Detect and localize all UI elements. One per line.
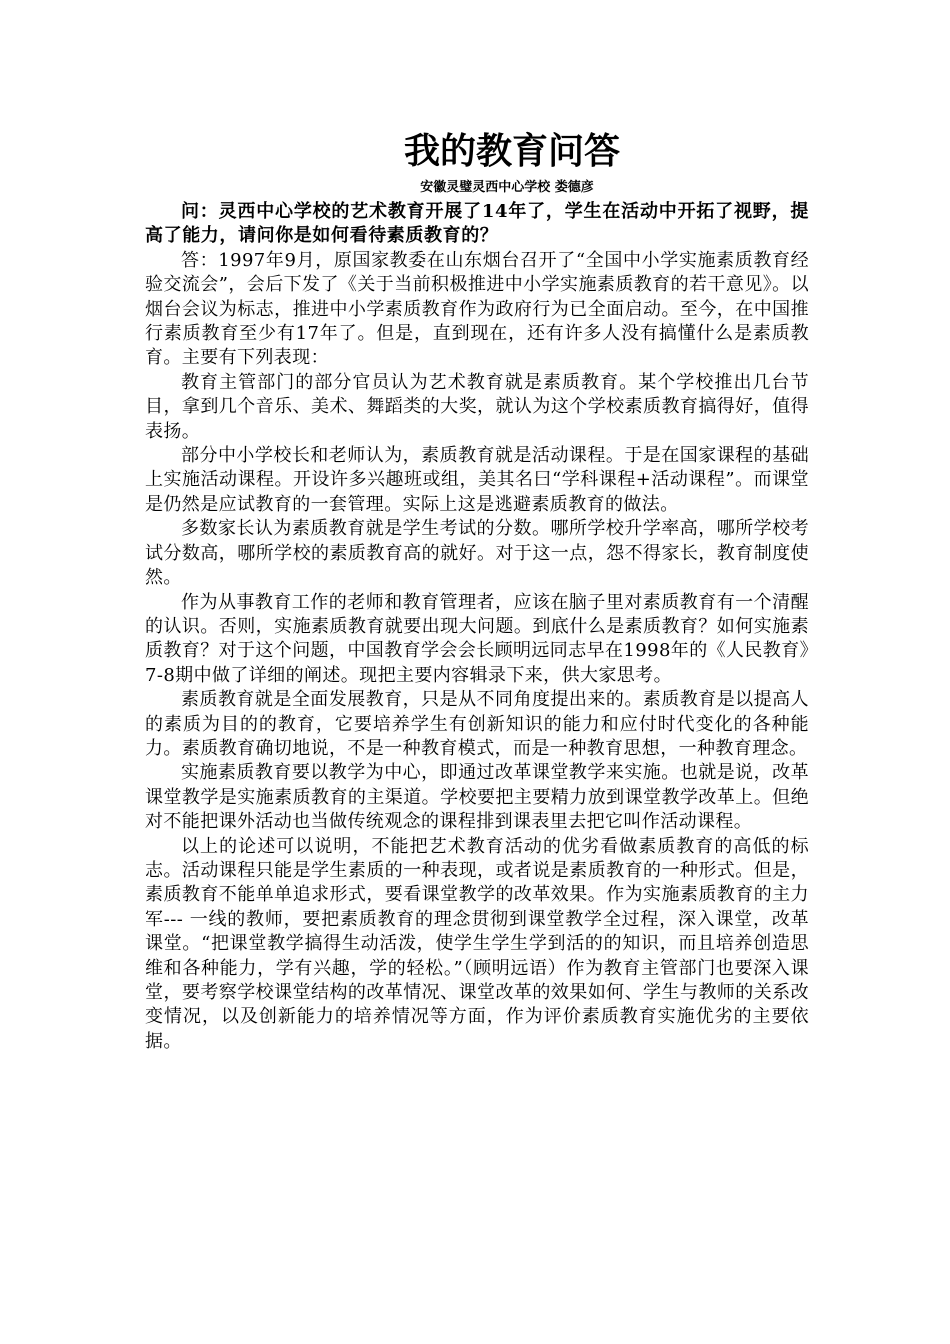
document-title: 我的教育问答: [403, 131, 620, 172]
body-paragraph: 以上的论述可以说明，不能把艺术教育活动的优劣看做素质教育的高低的标志。活动课程只能是学生素质的一种表现，或者说是素质教育的一种形式。但是，素质教育不能单单追求形式，要看课堂教学的改革效果。作为实施素质教育的主力军--- 一线的教师，要把素质教育的理念贯彻到课堂教学全过程，深入课堂，改革课堂。“把课堂教学搞得生动活泼，使学生学生学到活的的知识，而且培养创造思维和各种能力，学有兴趣，学的轻松。”（顾明远语）作为教育主管部门也要深入课堂，要考察学校课堂结构的改革情况、课堂改革的效果如何、学生与教师的关系改变情况，以及创新能力的培养情况等方面，作为评价素质教育实施优劣的主要依据。: [145, 835, 809, 1052]
question-paragraph: 问：灵西中心学校的艺术教育开展了14年了，学生在活动中开拓了视野，提高了能力，请问你是如何看待素质教育的？: [145, 201, 809, 247]
body-paragraph: 部分中小学校长和老师认为，素质教育就是活动课程。于是在国家课程的基础上实施活动课程。开设许多兴趣班或组，美其名曰“学科课程+活动课程”。而课堂是仍然是应试教育的一套管理。实际上这是逃避素质教育的做法。: [145, 445, 809, 515]
body-paragraph: 实施素质教育要以教学为中心，即通过改革课堂教学来实施。也就是说，改革课堂教学是实施素质教育的主渠道。学校要把主要精力放到课堂教学改革上。但绝对不能把课外活动也当做传统观念的课程排到课表里去把它叫作活动课程。: [145, 762, 809, 833]
body-paragraph: 多数家长认为素质教育就是学生考试的分数。哪所学校升学率高，哪所学校考试分数高，哪所学校的素质教育高的就好。对于这一点，怨不得家长，教育制度使然。: [145, 518, 809, 589]
answer-paragraph: 答：1997年9月，原国家教委在山东烟台召开了“全国中小学实施素质教育经验交流会”，会后下发了《关于当前积极推进中小学实施素质教育的若干意见》。以烟台会议为标志，推进中小学素质教育作为政府行为已全面启动。至今，在中国推行素质教育至少有17年了。但是，直到现在，还有许多人没有搞懂什么是素质教育。主要有下列表现：: [145, 249, 809, 369]
author-byline: 安徽灵璧灵西中心学校 娄德彦: [420, 180, 594, 195]
document-page: [145, 128, 809, 1054]
body-paragraph: 作为从事教育工作的老师和教育管理者，应该在脑子里对素质教育有一个清醒的认识。否则，实施素质教育就要出现大问题。到底什么是素质教育？如何实施素质教育？对于这个问题，中国教育学会会长顾明远同志早在1998年的《人民教育》7-8期中做了详细的阐述。现把主要内容辑录下来，供大家思考。: [145, 591, 810, 686]
body-paragraph: 素质教育就是全面发展教育，只是从不同角度提出来的。素质教育是以提高人的素质为目的的教育，它要培养学生有创新知识的能力和应付时代变化的各种能力。素质教育确切地说，不是一种教育模式，而是一种教育思想，一种教育理念。: [145, 689, 809, 759]
body-paragraph: 教育主管部门的部分官员认为艺术教育就是素质教育。某个学校推出几台节目，拿到几个音乐、美术、舞蹈类的大奖，就认为这个学校素质教育搞得好，值得表扬。: [145, 371, 809, 442]
